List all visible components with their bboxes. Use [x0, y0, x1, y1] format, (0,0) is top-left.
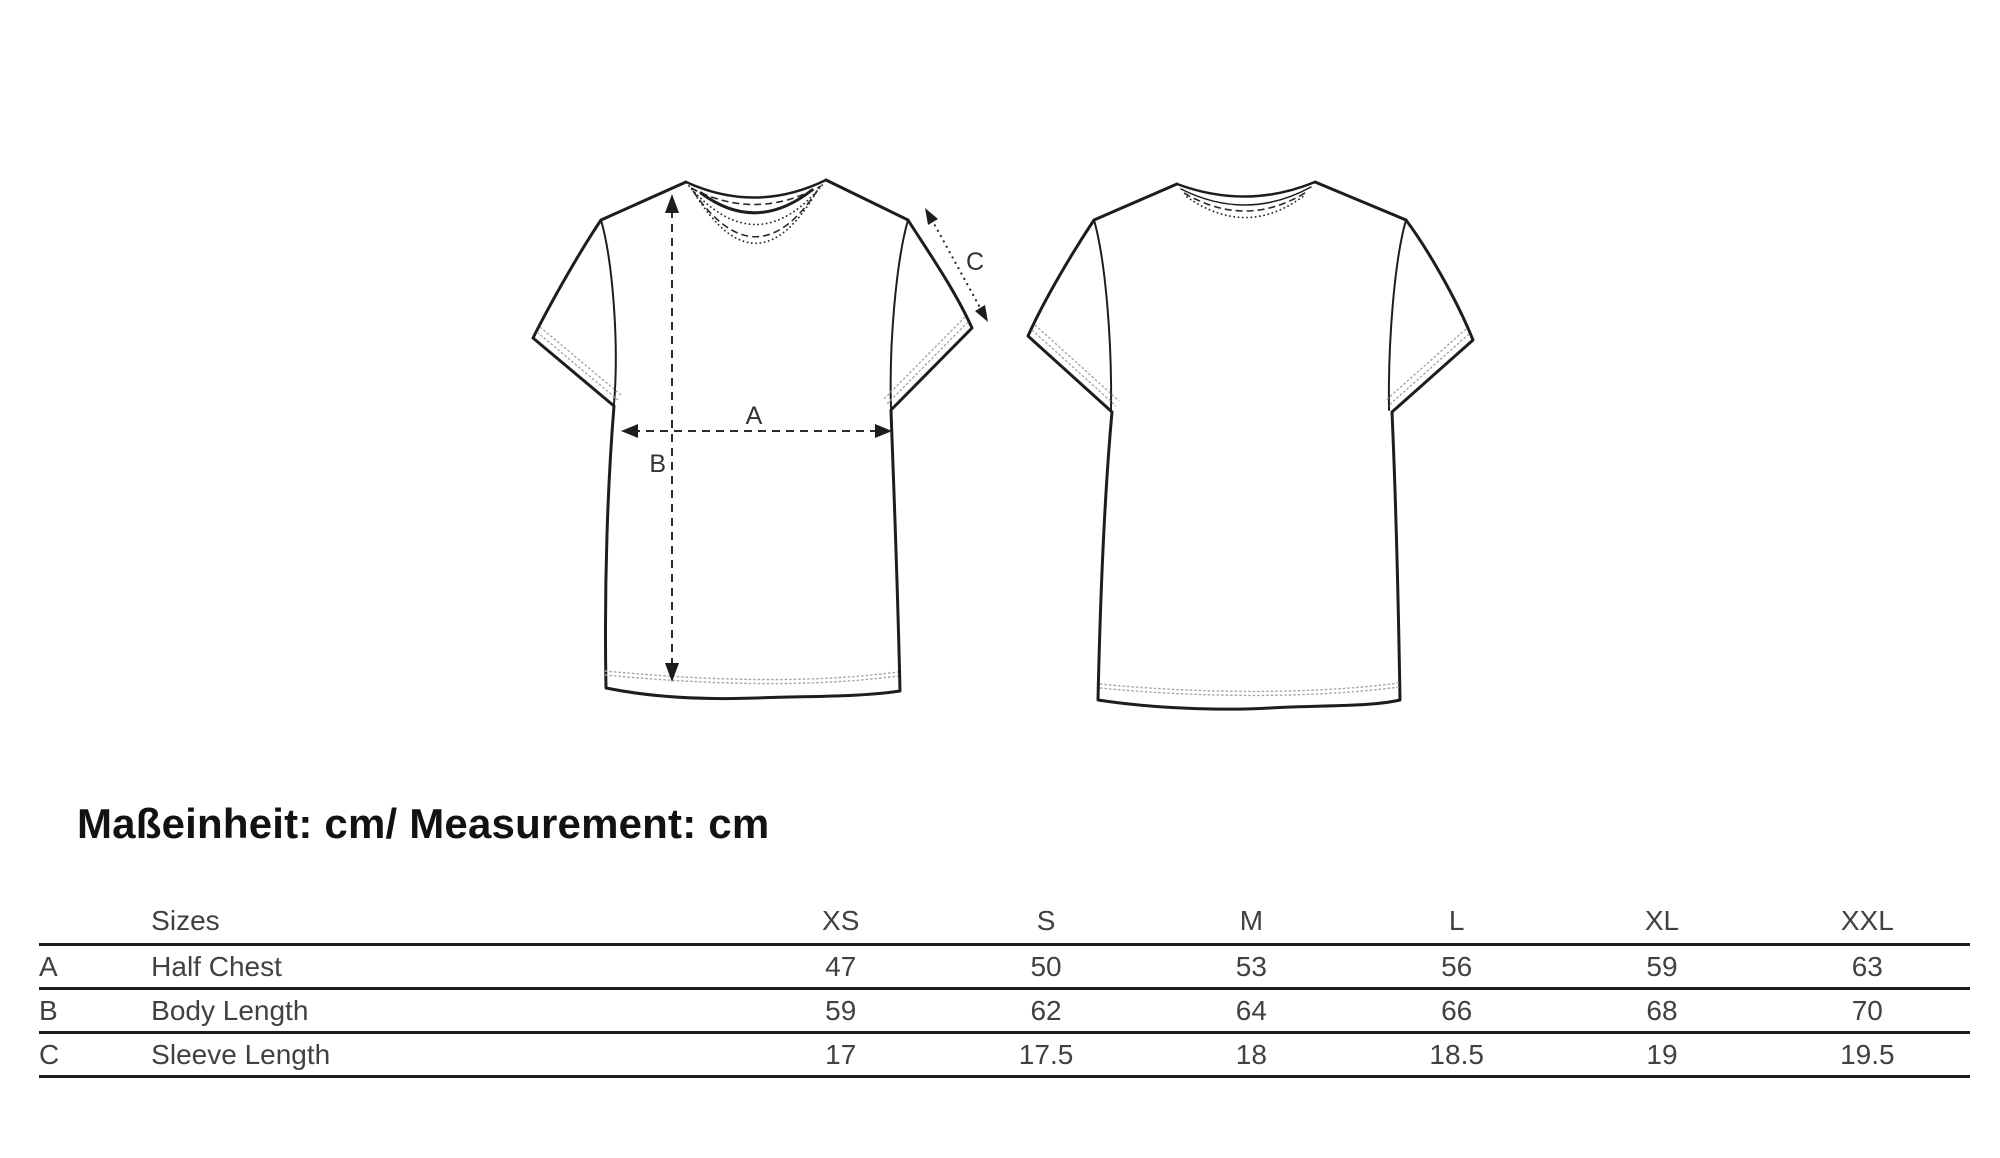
value-cell: 50: [943, 945, 1148, 989]
value-cell: 70: [1765, 989, 1970, 1033]
measure-label-b: B: [649, 450, 666, 478]
value-cell: 56: [1354, 945, 1559, 989]
value-cell: 59: [738, 989, 943, 1033]
row-key: A: [39, 945, 151, 989]
row-key: C: [39, 1033, 151, 1077]
value-cell: 64: [1149, 989, 1354, 1033]
table-row-half-chest: [39, 945, 1970, 989]
value-cell: 19: [1559, 1033, 1764, 1077]
measure-label-a: A: [745, 402, 763, 430]
row-label: Body Length: [151, 989, 738, 1033]
value-cell: 68: [1559, 989, 1764, 1033]
value-cell: 18.5: [1354, 1033, 1559, 1077]
header-col-m: M: [1149, 899, 1354, 945]
header-col-l: L: [1354, 899, 1559, 945]
row-key: B: [39, 989, 151, 1033]
table-row-body-length: [39, 989, 1970, 1033]
value-cell: 53: [1149, 945, 1354, 989]
measurement-unit-heading: Maßeinheit: cm/ Measurement: cm: [77, 800, 770, 847]
arrow-downright-head: [975, 305, 988, 322]
header-col-xxl: XXL: [1765, 899, 1970, 945]
size-table-header-row: [39, 899, 1970, 945]
header-col-xl: XL: [1559, 899, 1764, 945]
value-cell: 59: [1559, 945, 1764, 989]
value-cell: 62: [943, 989, 1148, 1033]
value-cell: 66: [1354, 989, 1559, 1033]
arrow-upleft-head: [925, 208, 938, 225]
tshirt-front-drawing: [533, 180, 972, 699]
value-cell: 47: [738, 945, 943, 989]
value-cell: 18: [1149, 1033, 1354, 1077]
header-corner-cell: [39, 899, 151, 945]
front-body-outline: [533, 180, 972, 699]
value-cell: 17.5: [943, 1033, 1148, 1077]
size-table: [39, 899, 1970, 1078]
value-cell: 19.5: [1765, 1033, 1970, 1077]
header-col-xs: XS: [738, 899, 943, 945]
header-col-s: S: [943, 899, 1148, 945]
back-body-outline: [1028, 182, 1473, 709]
row-label: Sleeve Length: [151, 1033, 738, 1077]
header-sizes-label: Sizes: [151, 899, 738, 945]
table-row-sleeve-length: [39, 1033, 1970, 1077]
measure-label-c: C: [966, 248, 985, 276]
value-cell: 63: [1765, 945, 1970, 989]
tshirt-back-drawing: [1028, 182, 1473, 709]
value-cell: 17: [738, 1033, 943, 1077]
row-label: Half Chest: [151, 945, 738, 989]
